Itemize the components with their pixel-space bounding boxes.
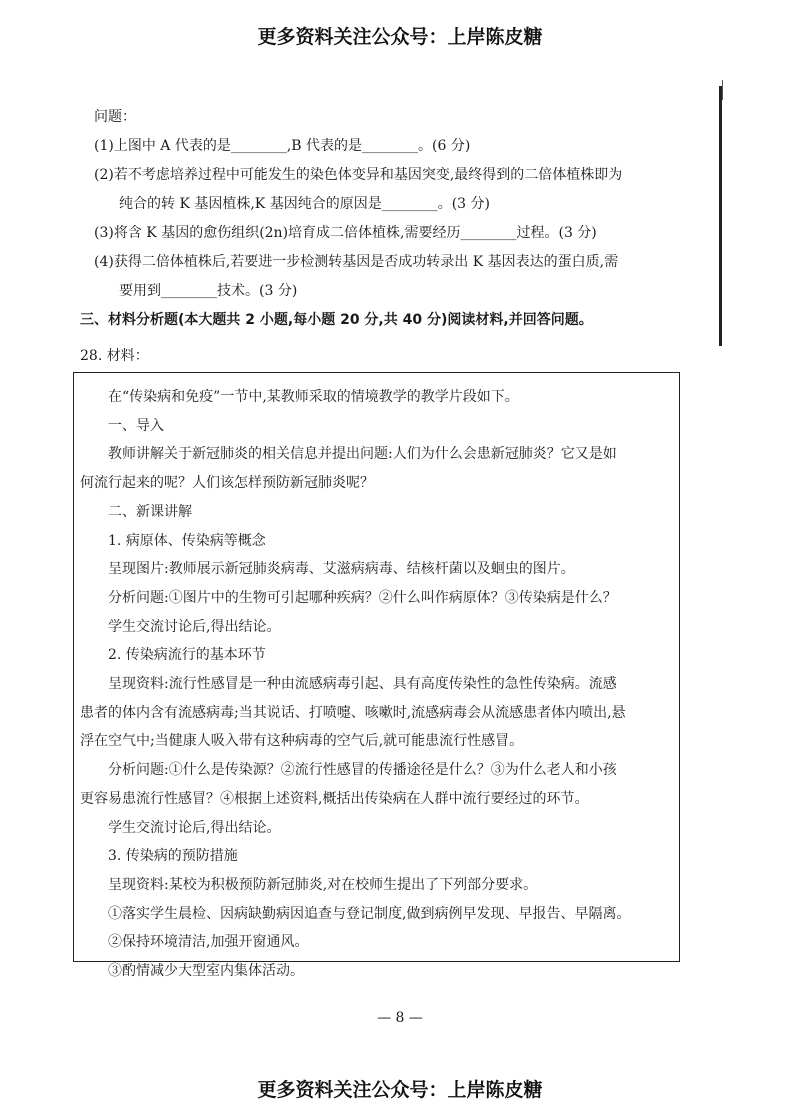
- page-number: — 8 —: [377, 1010, 423, 1026]
- material-line: ①落实学生晨检、因病缺勤病因追查与登记制度,做到病例早发现、早报告、早隔离。: [108, 905, 631, 922]
- material-line: 何流行起来的呢？人们该怎样预防新冠肺炎呢？: [80, 475, 374, 492]
- material-line: 分析问题:①图片中的生物可引起哪种疾病？②什么叫作病原体？③传染病是什么？: [108, 589, 617, 606]
- material-line: 呈现资料:某校为积极预防新冠肺炎,对在校师生提出了下列部分要求。: [108, 876, 538, 893]
- question-heading: 问题：: [94, 109, 136, 125]
- material-line: 在“传染病和免疫”一节中,某教师采取的情境教学的教学片段如下。: [108, 389, 519, 405]
- item-label: 28. 材料：: [80, 348, 149, 364]
- footer-banner: 更多资料关注公众号：上岸陈皮糖: [257, 1079, 543, 1101]
- header-banner: 更多资料关注公众号：上岸陈皮糖: [257, 26, 543, 48]
- material-line: 1. 病原体、传染病等概念: [108, 532, 266, 549]
- material-line: 分析问题:①什么是传染源？②流行性感冒的传播途径是什么？③为什么老人和小孩: [108, 762, 617, 779]
- question-item-2-cont: 纯合的转 K 基因植株,K 基因纯合的原因是________。(3 分): [119, 196, 490, 212]
- material-line: 学生交流讨论后,得出结论。: [108, 618, 281, 635]
- material-line: ②保持环境清洁,加强开窗通风。: [108, 934, 309, 951]
- material-line: 学生交流讨论后,得出结论。: [108, 819, 281, 836]
- material-line: ③酌情减少大型室内集体活动。: [108, 963, 304, 980]
- question-item-2: (2)若不考虑培养过程中可能发生的染色体变异和基因突变,最终得到的二倍体植株即为: [94, 167, 623, 183]
- material-line: 浮在空气中;当健康人吸入带有这种病毒的空气后,就可能患流行性感冒。: [80, 733, 524, 750]
- question-item-4: (4)获得二倍体植株后,若要进一步检测转基因是否成功转录出 K 基因表达的蛋白质,需: [94, 254, 619, 270]
- question-item-3: (3)将含 K 基因的愈伤组织(2n)培育成二倍体植株,需要经历________过程。(3 分): [94, 225, 597, 241]
- material-line: 更容易患流行性感冒？④根据上述资料,概括出传染病在人群中流行要经过的环节。: [80, 790, 589, 807]
- question-block: [94, 103, 694, 306]
- material-line: 患者的体内含有流感病毒;当其说话、打喷嚏、咳嗽时,流感病毒会从流感患者体内喷出,悬: [80, 704, 626, 721]
- section-heading: 三、材料分析题(本大题共 2 小题,每小题 20 分,共 40 分)阅读材料,并回答问题。: [80, 312, 593, 328]
- scan-edge-mark-small: [722, 80, 723, 100]
- material-line: 呈现图片:教师展示新冠肺炎病毒、艾滋病病毒、结核杆菌以及蛔虫的图片。: [108, 561, 575, 578]
- scan-edge-mark: [719, 86, 722, 346]
- material-line: 3. 传染病的预防措施: [108, 848, 238, 865]
- material-line: 呈现资料:流行性感冒是一种由流感病毒引起、具有高度传染性的急性传染病。流感: [108, 676, 617, 693]
- question-item-4-cont: 要用到________技术。(3 分): [119, 283, 298, 299]
- material-line: 2. 传染病流行的基本环节: [108, 647, 266, 664]
- material-text: [80, 383, 674, 986]
- material-line: 教师讲解关于新冠肺炎的相关信息并提出问题:人们为什么会患新冠肺炎？它又是如: [108, 446, 617, 463]
- material-line: 二、新课讲解: [108, 503, 192, 520]
- material-line: 一、导入: [108, 417, 164, 434]
- question-item-1: (1)上图中 A 代表的是________,B 代表的是________。(6 分): [94, 138, 471, 154]
